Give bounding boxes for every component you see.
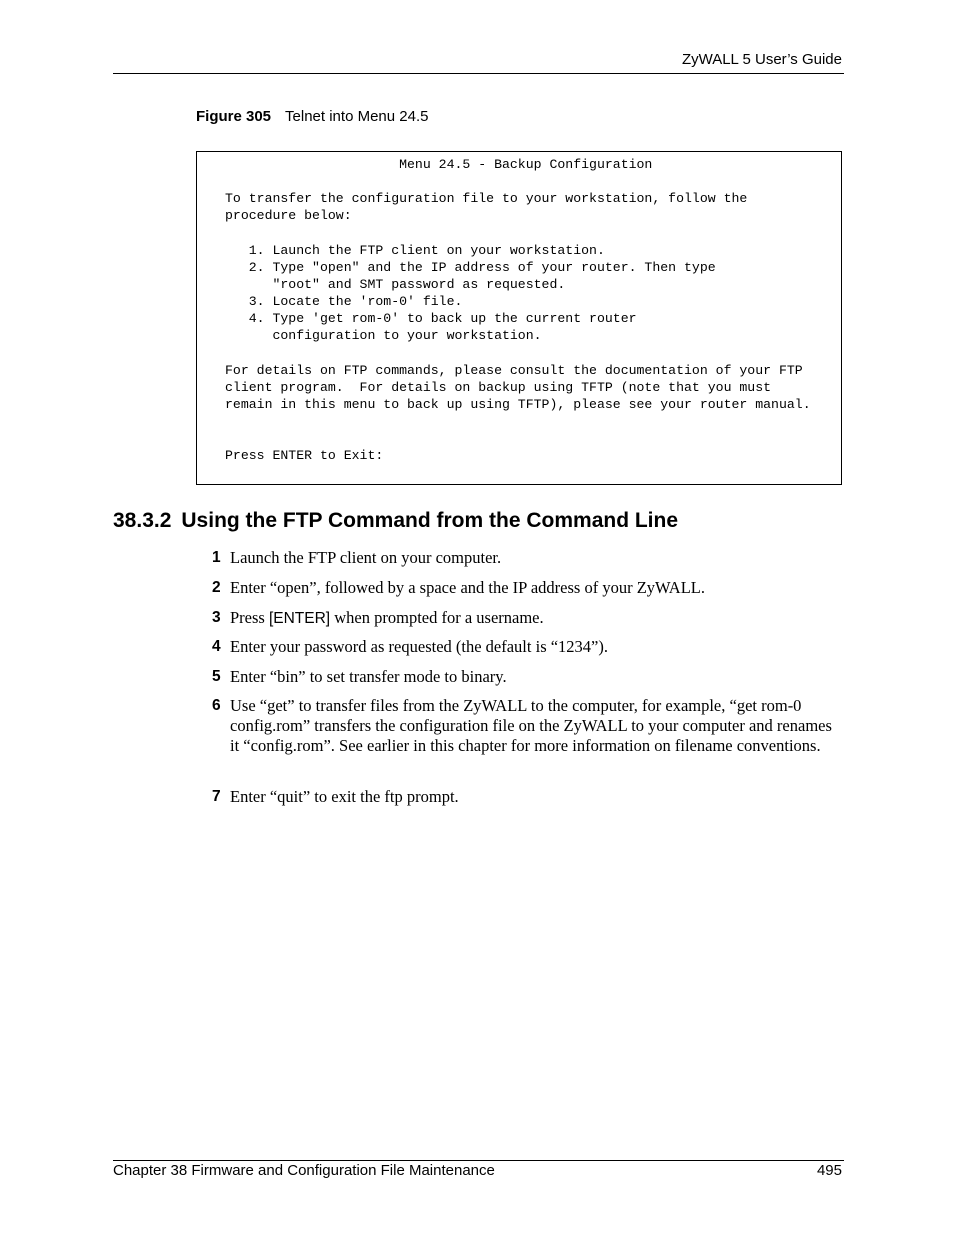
footer-chapter: Chapter 38 Firmware and Configuration File Maintenance xyxy=(113,1162,495,1179)
step-text xyxy=(230,608,842,629)
step-item xyxy=(212,578,842,598)
section-number: 38.3.2 xyxy=(113,509,172,532)
step-text: Enter “quit” to exit the ftp prompt. xyxy=(230,787,459,806)
terminal-line: procedure below: xyxy=(225,208,352,223)
step-text: Enter “bin” to set transfer mode to binary. xyxy=(230,667,507,686)
step-number: 4 xyxy=(212,638,221,655)
step-number: 5 xyxy=(212,668,221,685)
step-item xyxy=(212,696,842,756)
terminal-line: To transfer the configuration file to your workstation, follow the xyxy=(225,191,748,206)
step-item xyxy=(212,667,842,687)
header-rule xyxy=(113,73,844,74)
figure-title: Telnet into Menu 24.5 xyxy=(285,108,429,125)
terminal-line: configuration to your workstation. xyxy=(225,328,542,343)
terminal-line: Press ENTER to Exit: xyxy=(225,448,384,463)
step-item xyxy=(212,548,842,568)
running-header: ZyWALL 5 User’s Guide xyxy=(681,51,842,68)
section-title: Using the FTP Command from the Command Line xyxy=(181,509,679,532)
step-number: 6 xyxy=(212,697,221,714)
step-item xyxy=(212,637,842,657)
step-number: 7 xyxy=(212,788,221,805)
terminal-line: 3. Locate the 'rom-0' file. xyxy=(225,294,463,309)
section-heading xyxy=(113,509,678,533)
terminal-line: remain in this menu to back up using TFTP), please see your router manual. xyxy=(225,397,811,412)
step-text: Enter your password as requested (the default is “1234”). xyxy=(230,637,609,656)
terminal-screen xyxy=(196,151,842,485)
figure-number: Figure 305 xyxy=(196,108,272,125)
step-text: Enter “open”, followed by a space and the IP address of your ZyWALL. xyxy=(230,578,705,597)
terminal-line: For details on FTP commands, please consult the documentation of your FTP xyxy=(225,363,803,378)
step-text-post: when prompted for a username. xyxy=(330,608,544,627)
terminal-line: 1. Launch the FTP client on your workstation. xyxy=(225,243,605,258)
footer-rule xyxy=(113,1160,844,1161)
terminal-line: client program. For details on backup using TFTP (note that you must xyxy=(225,380,772,395)
terminal-line: Menu 24.5 - Backup Configuration xyxy=(225,157,653,172)
enter-key-label: [ENTER] xyxy=(268,610,331,627)
figure-caption xyxy=(196,108,428,125)
page-number: 495 xyxy=(816,1162,842,1179)
step-item xyxy=(212,787,842,807)
step-text: Launch the FTP client on your computer. xyxy=(230,548,502,567)
step-item xyxy=(212,608,842,629)
terminal-line: 4. Type 'get rom-0' to back up the current router xyxy=(225,311,637,326)
terminal-line: 2. Type "open" and the IP address of your router. Then type xyxy=(225,260,716,275)
step-number: 3 xyxy=(212,609,221,626)
step-text: Use “get” to transfer files from the ZyWALL to the computer, for example, “get rom-0 config.rom” transfers the configuration file on the ZyWALL to your computer and renames it “config.rom”. See earlier in this chapter for more information on filename conventions. xyxy=(230,696,832,755)
step-text-pre: Press xyxy=(230,608,269,627)
step-number: 2 xyxy=(212,579,221,596)
terminal-line: "root" and SMT password as requested. xyxy=(225,277,566,292)
step-number: 1 xyxy=(212,549,221,566)
